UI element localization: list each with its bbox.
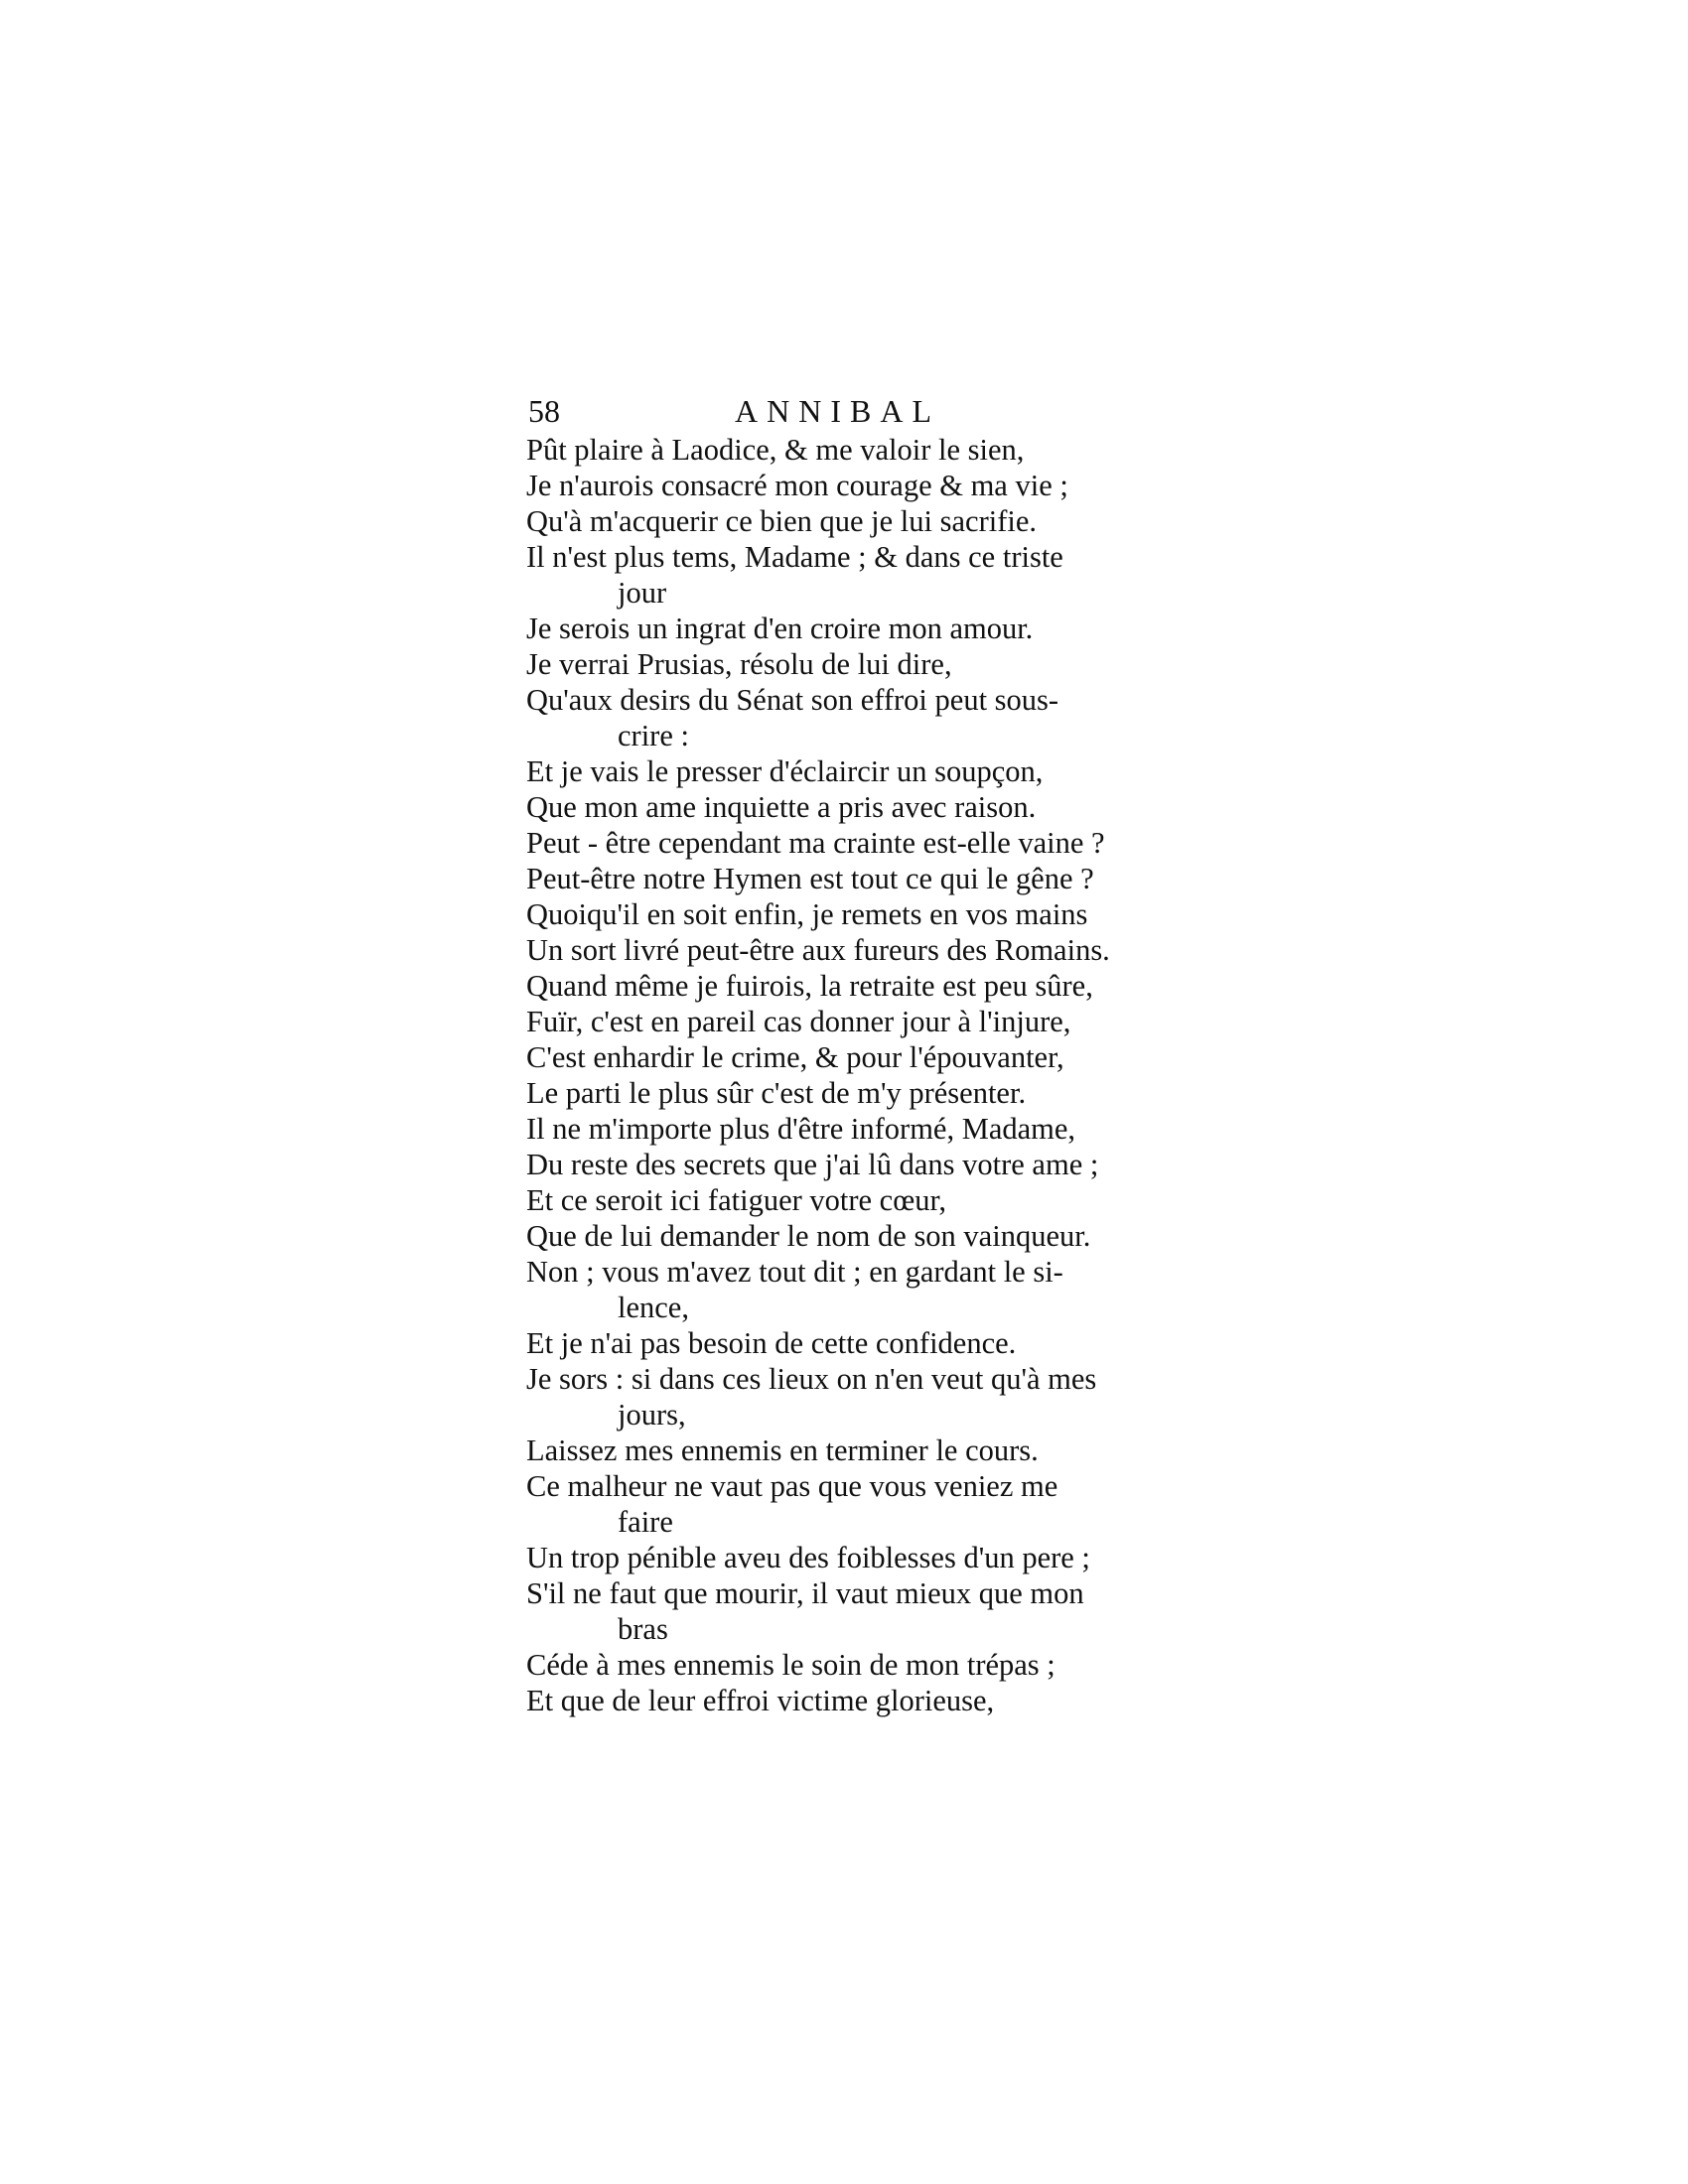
verse-line-continuation: bras: [618, 1612, 668, 1646]
verse-line-continuation: jours,: [618, 1398, 686, 1432]
verse-line-continuation: faire: [618, 1505, 673, 1539]
verse-line: Du reste des secrets que j'ai lû dans votre ame ;: [526, 1148, 1099, 1181]
verse-line: Fuïr, c'est en pareil cas donner jour à l'injure,: [526, 1005, 1071, 1038]
verse-line-continuation: jour: [618, 576, 667, 610]
page-header: [526, 390, 1201, 432]
verse-line: Quand même je fuirois, la retraite est peu sûre,: [526, 969, 1093, 1003]
verse-line: Que de lui demander le nom de son vainqueur.: [526, 1219, 1091, 1253]
verse-line: Il n'est plus tems, Madame ; & dans ce triste: [526, 540, 1063, 574]
verse-line: C'est enhardir le crime, & pour l'épouvanter,: [526, 1040, 1064, 1074]
verse-line: Un trop pénible aveu des foiblesses d'un pere ;: [526, 1541, 1090, 1574]
verse-text: [526, 432, 1201, 1718]
verse-line: Et je vais le presser d'éclaircir un soupçon,: [526, 754, 1044, 788]
verse-line: Qu'aux desirs du Sénat son effroi peut sous-: [526, 683, 1059, 717]
book-page: [526, 390, 1201, 1718]
verse-line: Et que de leur effroi victime glorieuse,: [526, 1684, 995, 1717]
verse-line: Qu'à m'acquerir ce bien que je lui sacrifie.: [526, 504, 1038, 538]
running-title: ANNIBAL: [735, 393, 940, 429]
verse-line: Et je n'ai pas besoin de cette confidence.: [526, 1326, 1017, 1360]
verse-line: Il ne m'importe plus d'être informé, Madame,: [526, 1112, 1076, 1146]
verse-line-continuation: lence,: [618, 1291, 689, 1324]
verse-line: Le parti le plus sûr c'est de m'y présenter.: [526, 1076, 1027, 1110]
verse-line: Que mon ame inquiette a pris avec raison.: [526, 790, 1037, 824]
verse-line: Je verrai Prusias, résolu de lui dire,: [526, 647, 952, 681]
verse-line: Pût plaire à Laodice, & me valoir le sien,: [526, 433, 1025, 467]
verse-line: Ce malheur ne vaut pas que vous veniez me: [526, 1469, 1058, 1503]
verse-line-continuation: crire :: [618, 719, 689, 752]
verse-line: Quoiqu'il en soit enfin, je remets en vos mains: [526, 897, 1088, 931]
verse-line: Un sort livré peut-être aux fureurs des Romains.: [526, 933, 1110, 967]
verse-line: Céde à mes ennemis le soin de mon trépas ;: [526, 1648, 1055, 1682]
verse-line: Laissez mes ennemis en terminer le cours.: [526, 1433, 1039, 1467]
verse-line: Non ; vous m'avez tout dit ; en gardant le si-: [526, 1255, 1063, 1289]
verse-line: Peut - être cependant ma crainte est-elle vaine ?: [526, 826, 1105, 860]
verse-line: Je serois un ingrat d'en croire mon amour.: [526, 612, 1034, 645]
verse-line: Peut-être notre Hymen est tout ce qui le gêne ?: [526, 862, 1094, 895]
page-number: 58: [528, 393, 560, 429]
verse-line: Et ce seroit ici fatiguer votre cœur,: [526, 1183, 947, 1217]
verse-line: Je sors : si dans ces lieux on n'en veut qu'à mes: [526, 1362, 1097, 1396]
verse-line: Je n'aurois consacré mon courage & ma vie ;: [526, 469, 1068, 502]
verse-line: S'il ne faut que mourir, il vaut mieux que mon: [526, 1576, 1084, 1610]
